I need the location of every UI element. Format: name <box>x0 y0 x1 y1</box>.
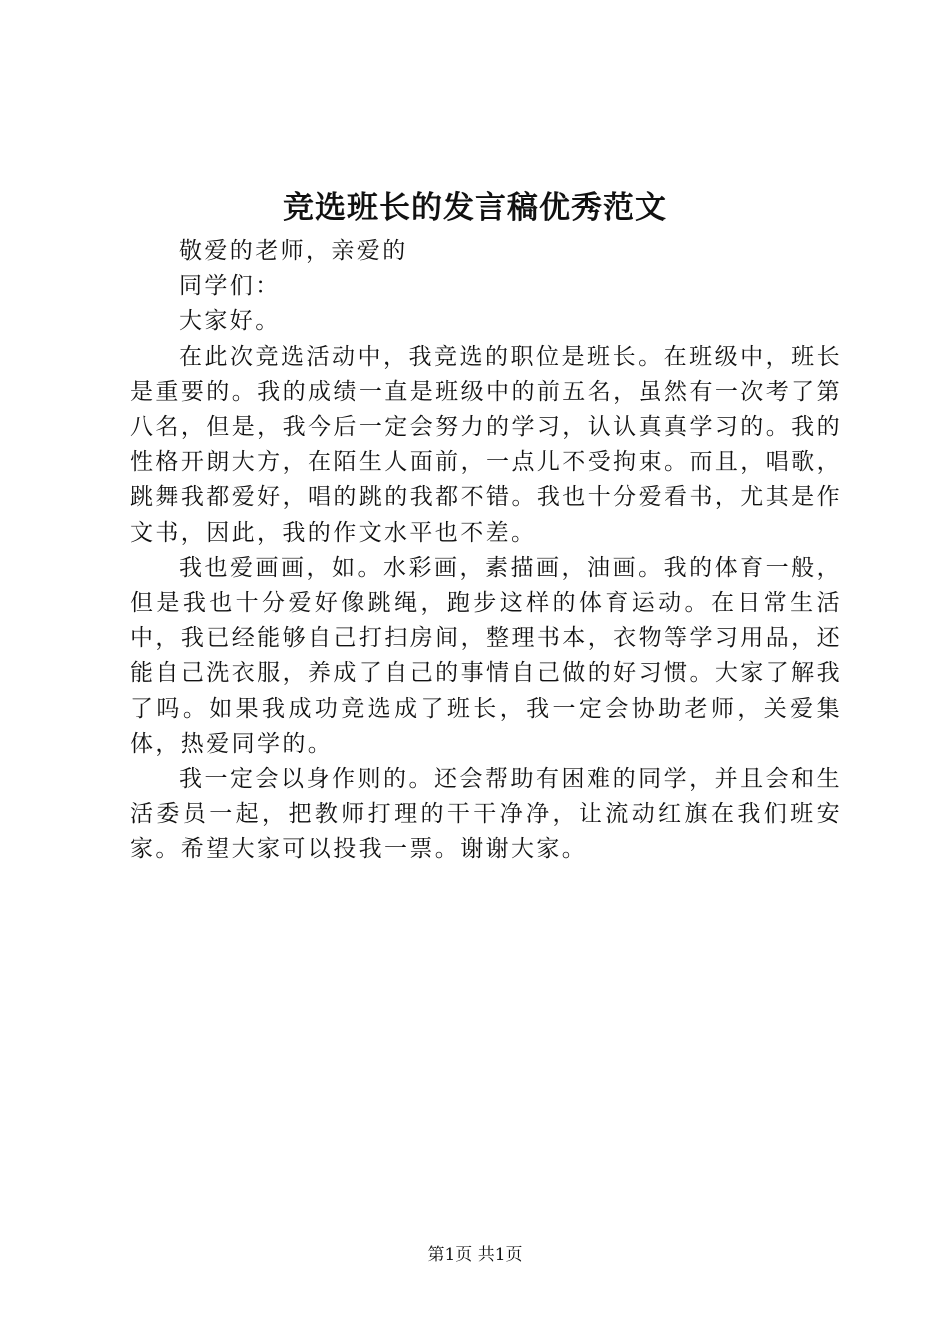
body-paragraph: 我一定会以身作则的。还会帮助有困难的同学，并且会和生活委员一起，把教师打理的干干净净，让流动红旗在我们班安家。希望大家可以投我一票。谢谢大家。 <box>130 766 842 863</box>
document-body <box>130 234 842 868</box>
body-paragraph: 在此次竞选活动中，我竞选的职位是班长。在班级中，班长是重要的。我的成绩一直是班级中的前五名，虽然有一次考了第八名，但是，我今后一定会努力的学习，认认真真学习的。我的性格开朗大方，在陌生人面前，一点儿不受拘束。而且，唱歌，跳舞我都爱好，唱的跳的我都不错。我也十分爱看书，尤其是作文书，因此，我的作文水平也不差。 <box>130 343 842 546</box>
greeting-line: 大家好。 <box>179 308 281 335</box>
body-paragraph: 我也爱画画，如。水彩画，素描画，油画。我的体育一般，但是我也十分爱好像跳绳，跑步这样的体育运动。在日常生活中，我已经能够自己打扫房间，整理书本，衣物等学习用品，还能自己洗衣服，养成了自己的事情自己做的好习惯。大家了解我了吗。如果我成功竞选成了班长，我一定会协助老师，关爱集体，热爱同学的。 <box>130 554 842 757</box>
salutation-line-1: 敬爱的老师，亲爱的 <box>179 238 408 264</box>
salutation-line-2: 同学们： <box>179 273 281 300</box>
page-number-footer: 第1页 共1页 <box>427 1245 523 1265</box>
document-title: 竞选班长的发言稿优秀范文 <box>283 190 667 226</box>
